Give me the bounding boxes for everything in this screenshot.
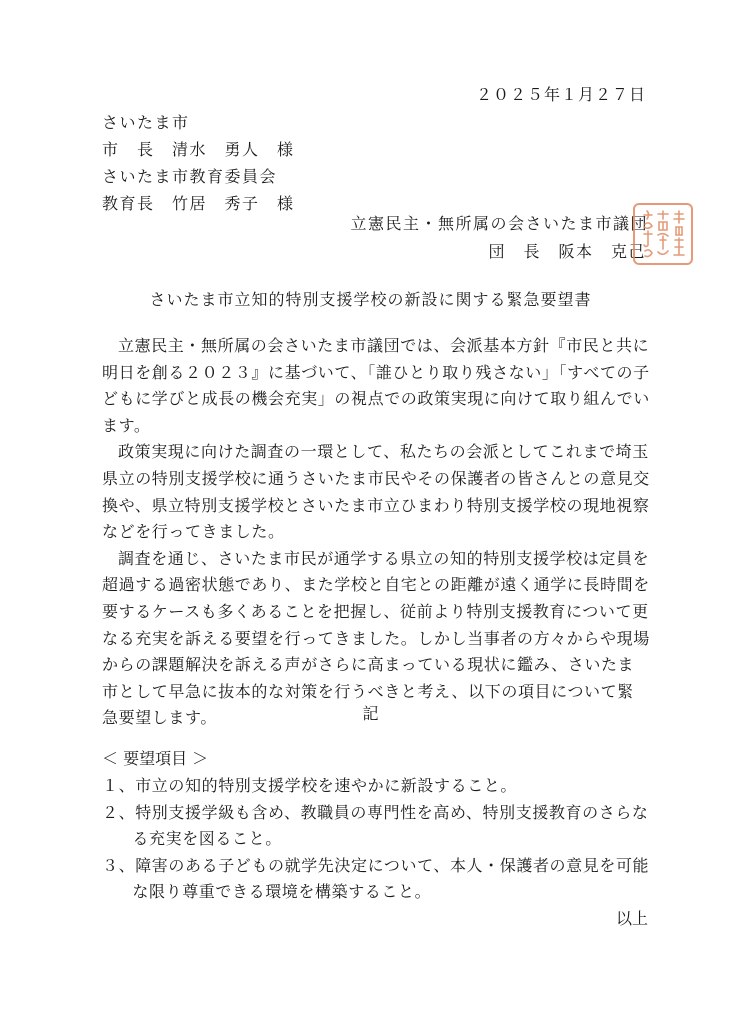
request-items-list xyxy=(102,773,650,906)
body-paragraph-3: 調査を通じ、さいたま市民が通学する県立の知的特別支援学校は定員を超過する過密状態であり、また学校と自宅との距離が遠く通学に長時間を要するケースも多くあることを把握し、従前より特別支援教育について更なる充実を訴える要望を行ってきました。しかし当事者の方々からや現場からの課題解決を訴える声がさらに高まっている現状に鑑み、さいたま市として早急に抜本的な対策を行うべきと考え、以下の項目について緊急要望します。 xyxy=(102,548,650,728)
seal-glyphs xyxy=(635,205,691,263)
sender-block xyxy=(350,210,648,266)
addressee-board: さいたま市教育委員会 xyxy=(102,167,278,186)
official-seal-stamp xyxy=(633,203,693,265)
sender-group: 立憲民主・無所属の会さいたま市議団 xyxy=(350,214,648,233)
addressee-mayor: 市 長 清水 勇人 様 xyxy=(102,140,295,159)
body-paragraph-1: 立憲民主・無所属の会さいたま市議団では、会派基本方針『市民と共に明日を創る２０２３』に基づいて、「誰ひとり取り残さない」「すべての子どもに学びと成長の機会充実」の視点での政策実現に向けて取り組んでいます。 xyxy=(102,336,650,435)
document-title: さいたま市立知的特別支援学校の新設に関する緊急要望書 xyxy=(149,290,592,309)
request-item-3: ３、障害のある子どもの就学先決定について、本人・保護者の意見を可能な限り尊重できる環境を構築すること。 xyxy=(102,855,650,901)
request-item-2: ２、特別支援学級も含め、教職員の専門性を高め、特別支援教育のさらなる充実を図ること。 xyxy=(102,802,649,848)
request-item-1: １、市立の知的特別支援学校を速やかに新設すること。 xyxy=(102,776,518,795)
sender-leader: 団 長 阪本 克己 xyxy=(488,242,646,261)
request-items-header: ＜ 要望項目 ＞ xyxy=(102,749,209,768)
body-paragraph-2: 政策実現に向けた調査の一環として、私たちの会派としてこれまで埼玉県立の特別支援学校に通うさいたま市民やその保護者の皆さんとの意見交換や、県立特別支援学校とさいたま市立ひまわり特別支援学校の現地視察などを行ってきました。 xyxy=(102,442,650,542)
document-date: ２０２５年１月２７日 xyxy=(475,85,646,104)
addressee-superintendent: 教育長 竹居 秀子 様 xyxy=(102,194,295,213)
addressee-city: さいたま市 xyxy=(102,113,190,132)
addressee-block xyxy=(102,109,295,217)
body-text xyxy=(102,333,650,732)
ki-heading: 記 xyxy=(362,704,379,723)
closing-mark: 以上 xyxy=(615,909,648,928)
